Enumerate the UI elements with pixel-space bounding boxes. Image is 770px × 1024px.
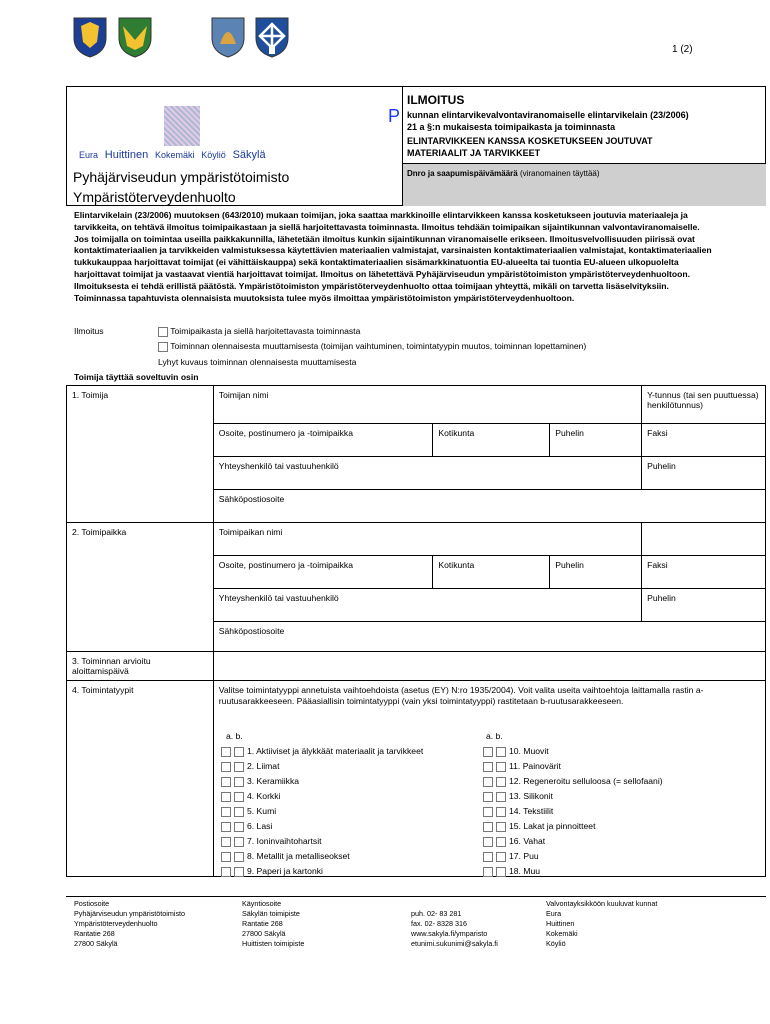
footer-line: Pyhäjärviseudun ympäristötoimisto xyxy=(74,909,186,918)
ytunnus-field[interactable]: Y-tunnus (tai sen puuttuessa) henkilötunnus) xyxy=(642,386,766,424)
toimipaikka-fax-field[interactable]: Faksi xyxy=(642,556,766,589)
footer-contact xyxy=(411,909,498,949)
footer-line: Rantatie 268 xyxy=(242,919,283,928)
activity-type-item xyxy=(483,759,663,774)
activity-type-label: 1. Aktiiviset ja älykkäät materiaalit ja tarvikkeet xyxy=(247,746,424,756)
form-subtitle: ELINTARVIKKEEN KANSSA KOSKETUKSEEN JOUTUVAT MATERIAALIT JA TARVIKKEET xyxy=(407,136,653,158)
section2-title: 2. Toimipaikka xyxy=(67,523,214,652)
activity-type-label: 18. Muu xyxy=(509,866,541,876)
checkbox-a[interactable] xyxy=(221,822,231,832)
footer-line: Rantatie 268 xyxy=(74,929,115,938)
checkbox-b[interactable] xyxy=(234,822,244,832)
activity-type-item xyxy=(221,819,423,834)
toimija-email-field[interactable]: Sähköpostiosoite xyxy=(213,490,765,523)
checkbox-b[interactable] xyxy=(496,762,506,772)
footer-line: Eura xyxy=(546,909,562,918)
checkbox-b[interactable] xyxy=(234,852,244,862)
activity-type-item xyxy=(483,789,663,804)
checkbox-b[interactable] xyxy=(496,792,506,802)
checkbox-b[interactable] xyxy=(496,807,506,817)
form-description: kunnan elintarvikevalvontaviranomaiselle elintarvikelain (23/2006) 21 a §:n mukaisesta toimipaikasta ja toiminnasta xyxy=(407,110,689,132)
toimipaikka-phone2-field[interactable]: Puhelin xyxy=(642,589,766,622)
header-right xyxy=(402,87,766,205)
notice-option-2-note: Lyhyt kuvaus toiminnan olennaisesta muuttamisesta xyxy=(158,357,357,367)
checkbox-a[interactable] xyxy=(221,867,231,877)
checkbox-a[interactable] xyxy=(483,762,493,772)
fill-instruction: Toimija täyttää soveltuvin osin xyxy=(74,372,199,382)
footer-line: Huittinen xyxy=(546,919,575,928)
checkbox-a[interactable] xyxy=(221,747,231,757)
footer-visit xyxy=(242,899,304,949)
checkbox-a[interactable] xyxy=(483,792,493,802)
footer-line: 27800 Säkylä xyxy=(242,929,286,938)
activity-type-item xyxy=(221,744,423,759)
activity-type-item xyxy=(483,834,663,849)
footer-line: Käyntiosoite xyxy=(242,899,282,908)
activity-type-label: 7. Ioninvaihtohartsit xyxy=(247,836,322,846)
activity-type-label: 3. Keramiikka xyxy=(247,776,300,786)
checkbox-a[interactable] xyxy=(221,807,231,817)
toimipaikka-name-field[interactable]: Toimipaikan nimi xyxy=(213,523,641,556)
activity-type-item xyxy=(483,864,663,879)
activity-type-label: 16. Vahat xyxy=(509,836,546,846)
checkbox-b[interactable] xyxy=(496,867,506,877)
toimipaikka-home-field[interactable]: Kotikunta xyxy=(433,556,550,589)
checkbox-a[interactable] xyxy=(221,777,231,787)
footer-line: www.sakyla.fi/ymparisto xyxy=(411,929,488,938)
footer-line: Ympäristöterveydenhuolto xyxy=(74,919,158,928)
footer-line: etunimi.sukunimi@sakyla.fi xyxy=(411,939,498,948)
footer-postal xyxy=(74,899,185,949)
header-left xyxy=(67,87,401,205)
checkbox-a[interactable] xyxy=(483,747,493,757)
toimipaikka-contact-field[interactable]: Yhteyshenkilö tai vastuuhenkilö xyxy=(213,589,641,622)
footer-line: 27800 Säkylä xyxy=(74,939,118,948)
blue-mark: P xyxy=(388,106,401,126)
col-header-right: a. b. xyxy=(486,731,503,741)
logo-image-icon xyxy=(164,106,200,146)
activity-type-label: 8. Metallit ja metalliseokset xyxy=(247,851,350,861)
checkbox-a[interactable] xyxy=(221,837,231,847)
checkbox-a[interactable] xyxy=(221,792,231,802)
toimija-fax-field[interactable]: Faksi xyxy=(642,424,766,457)
footer-line: Kokemäki xyxy=(546,929,578,938)
activity-type-label: 9. Paperi ja kartonki xyxy=(247,866,323,876)
start-date-field[interactable] xyxy=(213,652,765,681)
section4-title: 4. Toimintatyypit xyxy=(67,681,214,877)
kokemaki-crest-icon xyxy=(210,16,246,58)
town-huittinen: Huittinen xyxy=(104,149,149,161)
activity-type-item xyxy=(483,804,663,819)
section4-instruction: Valitse toimintatyyppi annetuista vaihtoehdoista (asetus (EY) N:ro 1935/2004). Voit valita useita vaihtoehtoja laittamalla rastin a-ruutusarakkeeseen. Pääasiallisin toimintatyyppi (vain yksi toimintatyyppi) rastitetaan b-ruutusarakkeeseen. xyxy=(218,685,704,706)
eura-crest-icon xyxy=(72,16,108,58)
activity-type-item xyxy=(221,789,423,804)
page-number: 1 (2) xyxy=(672,44,693,55)
activity-type-item xyxy=(221,849,423,864)
notice-option-2-label: Toiminnan olennaisesta muuttamisesta (toimijan vaihtuminen, toimintatyypin muutos, toiminnan lopettaminen) xyxy=(170,341,587,351)
col-header-left: a. b. xyxy=(226,731,243,741)
activity-type-item xyxy=(221,834,423,849)
footer-line: Postiosoite xyxy=(74,899,110,908)
checkbox-b[interactable] xyxy=(234,777,244,787)
activity-type-label: 5. Kumi xyxy=(247,806,277,816)
checkbox-option-1[interactable] xyxy=(158,327,168,337)
dnro-box[interactable] xyxy=(403,163,766,206)
org-unit: Ympäristöterveydenhuolto xyxy=(73,189,236,205)
activity-type-label: 15. Lakat ja pinnoitteet xyxy=(509,821,596,831)
checkbox-b[interactable] xyxy=(496,837,506,847)
org-name: Pyhäjärviseudun ympäristötoimisto xyxy=(73,169,290,185)
activity-type-item xyxy=(483,819,663,834)
toimija-phone2-field[interactable]: Puhelin xyxy=(642,457,766,490)
activity-type-label: 12. Regeneroitu selluloosa (= sellofaani) xyxy=(509,776,663,786)
town-kokemaki: Kokemäki xyxy=(155,150,195,160)
footer xyxy=(66,896,766,948)
toimipaikka-extra-field[interactable] xyxy=(642,523,766,556)
toimipaikka-address-field[interactable]: Osoite, postinumero ja -toimipaikka xyxy=(213,556,433,589)
koylio-crest-icon xyxy=(254,16,290,58)
form-header xyxy=(66,86,766,206)
toimija-address-field[interactable]: Osoite, postinumero ja -toimipaikka xyxy=(213,424,433,457)
footer-municipalities xyxy=(546,899,657,949)
activity-type-label: 17. Puu xyxy=(509,851,539,861)
activity-type-item xyxy=(221,774,423,789)
toimija-contact-field[interactable]: Yhteyshenkilö tai vastuuhenkilö xyxy=(213,457,641,490)
notice-label: Ilmoitus xyxy=(74,326,104,336)
activity-type-label: 4. Korkki xyxy=(247,791,281,801)
checkbox-b[interactable] xyxy=(496,747,506,757)
intro-text: Elintarvikelain (23/2006) muutoksen (643/2010) mukaan toimijan, joka saattaa markkinoille elintarvikkeen kanssa kosketukseen joutuvia materiaaleja ja tarvikkeita, on tehtävä ilmoitus toimipaikastaan ja siellä harjoitettavasta toiminnasta. Ilmoitus tehdään toimipaikan sijaintikunnan valvontaviranomaiselle. Jos toimijalla on toimintaa useilla paikkakunnilla, lähetetään ilmoitus kunkin sijaintikunnan viranomaiselle erikseen. Ilmoitusvelvollisuuden piirissä ovat kontaktimateriaalien ja tarvikkeiden valmistuksessa käytettävien materiaalien valmistajat, varsinaisten kontaktimateriaalien valmistajat, kontaktimateriaalien tukkukauppaa harjoittavat toimijat (ei vähittäiskauppa) sekä kontaktimateriaalien sisämarkkinatuontia EU-alueelta tai tuontia EU-alueen ulkopuolelta harjoittavat toimijat ja vastaavat vientiä harjoittavat toimijat. Ilmoitus on lähetettävä Pyhäjärviseudun ympäristötoimiston ympäristöterveydenhuoltoon. Ilmoituksesta ei tehdä erillistä päätöstä. Ympäristötoimiston ympäristöterveydenhuolto ottaa toimijaan yhteyttä, mikäli on tarvetta lisäselvityksiin. Toiminnassa tapahtuvista olennaisista muutoksista tulee myös ilmoittaa ympäristötoimiston ympäristöterveydenhuoltoon. xyxy=(74,210,712,303)
checkbox-b[interactable] xyxy=(234,837,244,847)
toimija-phone-field[interactable]: Puhelin xyxy=(550,424,642,457)
section1-title: 1. Toimija xyxy=(67,386,214,523)
town-sakyla: Säkylä xyxy=(232,149,266,161)
checkbox-b[interactable] xyxy=(234,867,244,877)
checkbox-a[interactable] xyxy=(483,777,493,787)
checkbox-a[interactable] xyxy=(483,852,493,862)
left-items xyxy=(221,744,423,879)
activity-type-label: 13. Silikonit xyxy=(509,791,553,801)
huittinen-crest-icon xyxy=(117,16,153,58)
footer-line: Huittisten toimipiste xyxy=(242,939,305,948)
activity-type-label: 10. Muovit xyxy=(509,746,549,756)
checkbox-a[interactable] xyxy=(483,867,493,877)
activity-type-item xyxy=(221,804,423,819)
toimija-home-field[interactable]: Kotikunta xyxy=(433,424,550,457)
activity-type-item xyxy=(221,864,423,879)
checkbox-b[interactable] xyxy=(496,852,506,862)
section3-title: 3. Toiminnan arvioitu aloittamispäivä xyxy=(67,652,214,681)
town-list xyxy=(79,149,270,161)
checkbox-b[interactable] xyxy=(496,822,506,832)
right-items xyxy=(483,744,663,879)
activity-type-label: 2. Liimat xyxy=(247,761,280,771)
notice-option-2[interactable] xyxy=(158,341,586,352)
activity-type-item xyxy=(483,849,663,864)
footer-line: puh. 02- 83 281 xyxy=(411,909,462,918)
activity-type-item xyxy=(483,774,663,789)
toimipaikka-phone-field[interactable]: Puhelin xyxy=(550,556,642,589)
activity-type-item xyxy=(483,744,663,759)
checkbox-a[interactable] xyxy=(483,822,493,832)
activity-type-item xyxy=(221,759,423,774)
checkbox-a[interactable] xyxy=(483,837,493,847)
dnro-label: Dnro ja saapumispäivämäärä (viranomainen täyttää) xyxy=(407,169,600,178)
notice-option-1-label: Toimipaikasta ja siellä harjoitettavasta toiminnasta xyxy=(170,326,361,336)
activity-type-label: 14. Tekstiilit xyxy=(509,806,554,816)
footer-line: Säkylän toimipiste xyxy=(242,909,300,918)
checkbox-b[interactable] xyxy=(234,762,244,772)
notice-option-1[interactable] xyxy=(158,326,360,337)
checkbox-option-2[interactable] xyxy=(158,342,168,352)
checkbox-a[interactable] xyxy=(221,852,231,862)
checkbox-b[interactable] xyxy=(234,747,244,757)
activity-type-label: 6. Lasi xyxy=(247,821,273,831)
activity-type-label: 11. Painovärit xyxy=(509,761,561,771)
toimija-name-field[interactable]: Toimijan nimi xyxy=(213,386,641,424)
footer-line: Köyliö xyxy=(546,939,566,948)
town-eura: Eura xyxy=(79,150,99,160)
form-title: ILMOITUS xyxy=(407,93,465,107)
checkbox-b[interactable] xyxy=(496,777,506,787)
checkbox-b[interactable] xyxy=(234,792,244,802)
town-koylio: Köyliö xyxy=(201,150,226,160)
checkbox-a[interactable] xyxy=(221,762,231,772)
checkbox-b[interactable] xyxy=(234,807,244,817)
footer-line: fax. 02- 8328 316 xyxy=(411,919,467,928)
footer-line: Valvontayksikköön kuuluvat kunnat xyxy=(546,899,658,908)
checkbox-a[interactable] xyxy=(483,807,493,817)
toimipaikka-email-field[interactable]: Sähköpostiosoite xyxy=(213,622,765,652)
